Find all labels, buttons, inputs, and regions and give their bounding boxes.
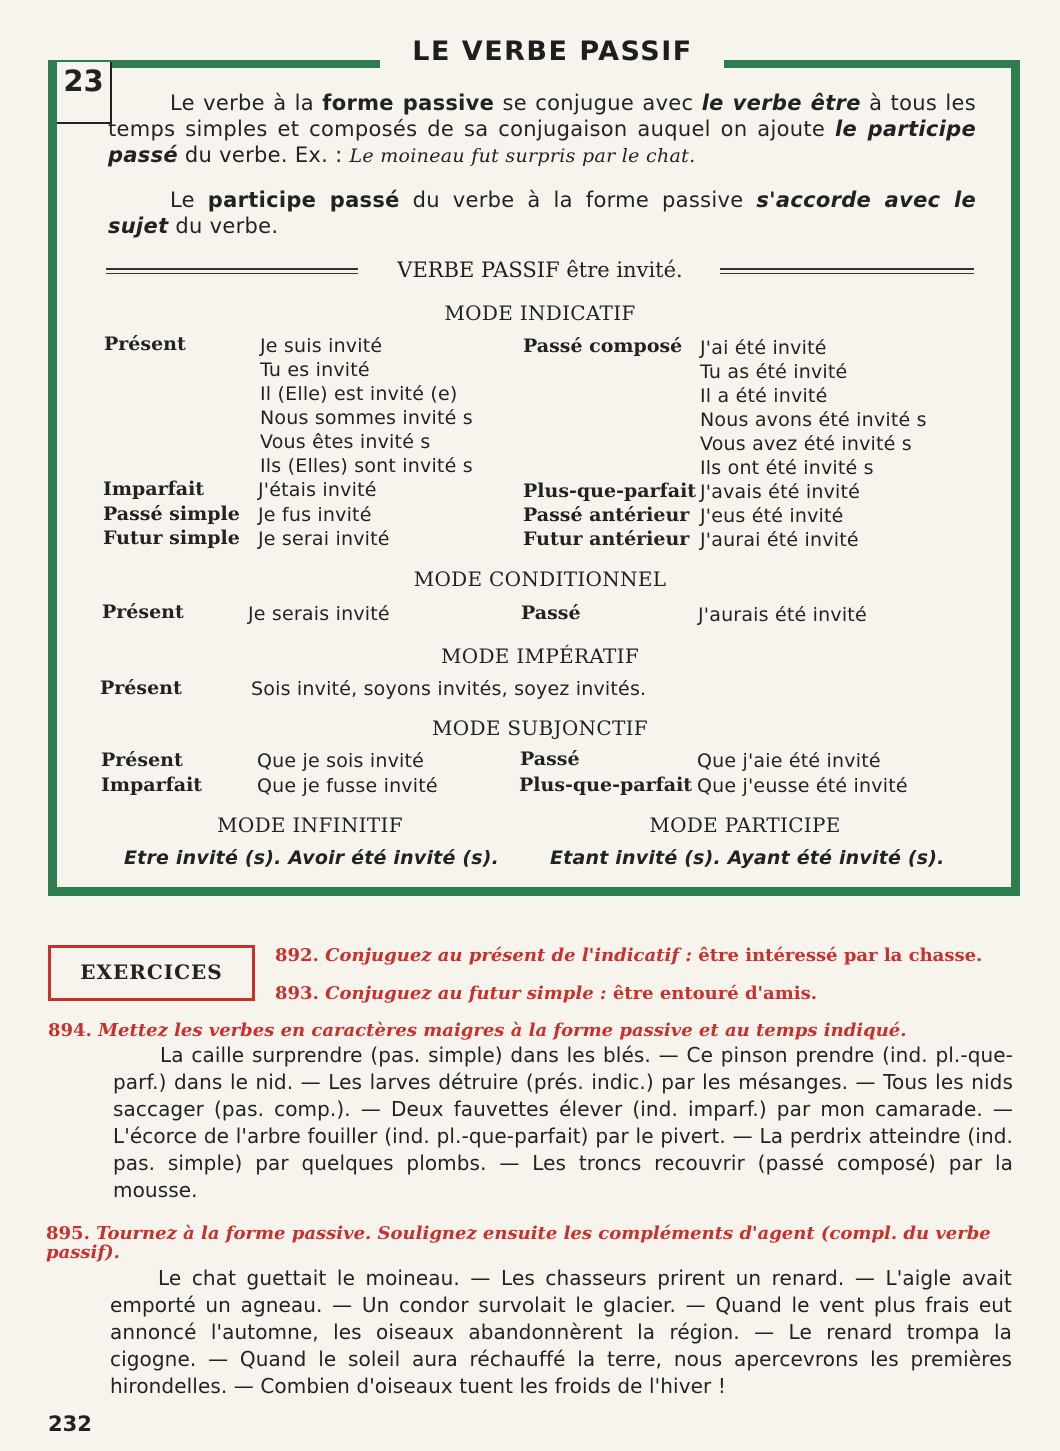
exercises-label-box: EXERCICES [48, 945, 255, 1001]
subj-passe-label: Passé [520, 748, 580, 770]
page-title: LE VERBE PASSIF [412, 36, 693, 67]
rule-paragraph-1: Le verbe à la forme passive se conjugue avec le verbe être à tous les temps simples et composés de sa conjugaison auquel on ajoute le participe passé du verbe. Ex. : Le moineau fut surpris par le chat. [108, 91, 976, 167]
passe-anterieur-form: J'eus été invité [700, 505, 844, 527]
passe-compose-conjugation: J'ai été invité Tu as été invité Il a été invité Nous avons été invité s Vous avez été invité s Ils ont été invité s [700, 337, 927, 479]
passe-simple-form: Je fus invité [258, 504, 372, 526]
banner-rule-right [720, 268, 974, 274]
subj-passe-form: Que j'aie été invité [697, 750, 881, 772]
mode-conditionnel-title: MODE CONDITIONNEL [413, 567, 667, 591]
tense-present-label: Présent [104, 333, 186, 355]
imp-present-label: Présent [100, 677, 182, 699]
cond-present-label: Présent [102, 601, 184, 623]
exercise-893: 893. Conjuguez au futur simple : être entouré d'amis. [275, 983, 818, 1004]
participe-forms: Etant invité (s). Ayant été invité (s). [550, 847, 945, 869]
futur-simple-form: Je serai invité [258, 528, 390, 550]
infinitif-forms: Etre invité (s). Avoir été invité (s). [124, 847, 500, 869]
mode-subjonctif-title: MODE SUBJONCTIF [432, 716, 648, 740]
tense-passe-simple-label: Passé simple [103, 503, 240, 525]
subj-pqp-form: Que j'eusse été invité [697, 775, 908, 797]
cond-passe-form: J'aurais été invité [698, 604, 867, 626]
exercise-895-text: Le chat guettait le moineau. — Les chasseurs prirent un renard. — L'aigle avait emporté un agneau. — Un condor survolait le glacier. — Quand le vent plus frais eut annoncé l'automne, les oiseaux abandonnèrent la région. — Le renard trompa la cigogne. — Quand le soleil aura réchauffé la terre, nous apercevrons les premières hirondelles. — Combien d'oiseaux tuent les froids de l'hiver ! [110, 1266, 1012, 1398]
mode-indicatif-title: MODE INDICATIF [444, 301, 636, 325]
exercise-894-instruction: 894. Mettez les verbes en caractères maigres à la forme passive et au temps indiqué. [48, 1020, 907, 1041]
exercise-892: 892. Conjuguez au présent de l'indicatif : être intéressé par la chasse. [275, 945, 983, 966]
tense-passe-compose-label: Passé composé [523, 335, 683, 357]
futur-anterieur-form: J'aurai été invité [700, 529, 859, 551]
imp-present-form: Sois invité, soyons invités, soyez invités. [251, 678, 647, 700]
page-number: 232 [48, 1412, 92, 1436]
pqp-form: J'avais été invité [700, 481, 861, 503]
cond-passe-label: Passé [521, 602, 581, 624]
subj-imparfait-label: Imparfait [101, 774, 203, 796]
subj-pqp-label: Plus-que-parfait [519, 774, 693, 796]
mode-participe-title: MODE PARTICIPE [649, 813, 841, 837]
tense-passe-anterieur-label: Passé antérieur [523, 504, 690, 526]
subj-present-form: Que je sois invité [257, 750, 425, 772]
present-conjugation: Je suis invité Tu es invité Il (Elle) est invité (e) Nous sommes invité s Vous êtes invité s Ils (Elles) sont invité s [260, 335, 473, 477]
banner-rule-left [106, 268, 358, 274]
cond-present-form: Je serais invité [248, 603, 390, 625]
rule-paragraph-2: Le participe passé du verbe à la forme passive s'accorde avec le sujet du verbe. [108, 188, 977, 238]
mode-imperatif-title: MODE IMPÉRATIF [440, 644, 640, 668]
subj-present-label: Présent [101, 749, 183, 771]
subj-imparfait-form: Que je fusse invité [257, 775, 438, 797]
exercise-894-text: La caille surprendre (pas. simple) dans les blés. — Ce pinson prendre (ind. pl.-que-parf.) dans le nid. — Les larves détruire (prés. indic.) par les mésanges. — Tous les nids saccager (pas. comp.). — Deux fauvettes élever (ind. imparf.) par mon camarade. — L'écorce de l'arbre fouiller (ind. pl.-que-parfait) par le pivert. — La perdrix atteindre (ind. pas. simple) par quelques plombs. — Les troncs recouvrir (passé composé) par la mousse. [113, 1043, 1013, 1202]
mode-infinitif-title: MODE INFINITIF [217, 813, 403, 837]
tense-futur-anterieur-label: Futur antérieur [523, 528, 690, 550]
verb-banner: VERBE PASSIF être invité. [397, 258, 683, 282]
tense-futur-simple-label: Futur simple [103, 527, 240, 549]
exercise-895-instruction: 895. Tournez à la forme passive. Soulignez ensuite les compléments d'agent (compl. du verbe passif). [46, 1223, 991, 1263]
tense-pqp-label: Plus-que-parfait [523, 480, 697, 502]
lesson-number: 23 [57, 62, 112, 124]
imparfait-form: J'étais invité [258, 479, 377, 501]
tense-imparfait-label: Imparfait [103, 478, 205, 500]
